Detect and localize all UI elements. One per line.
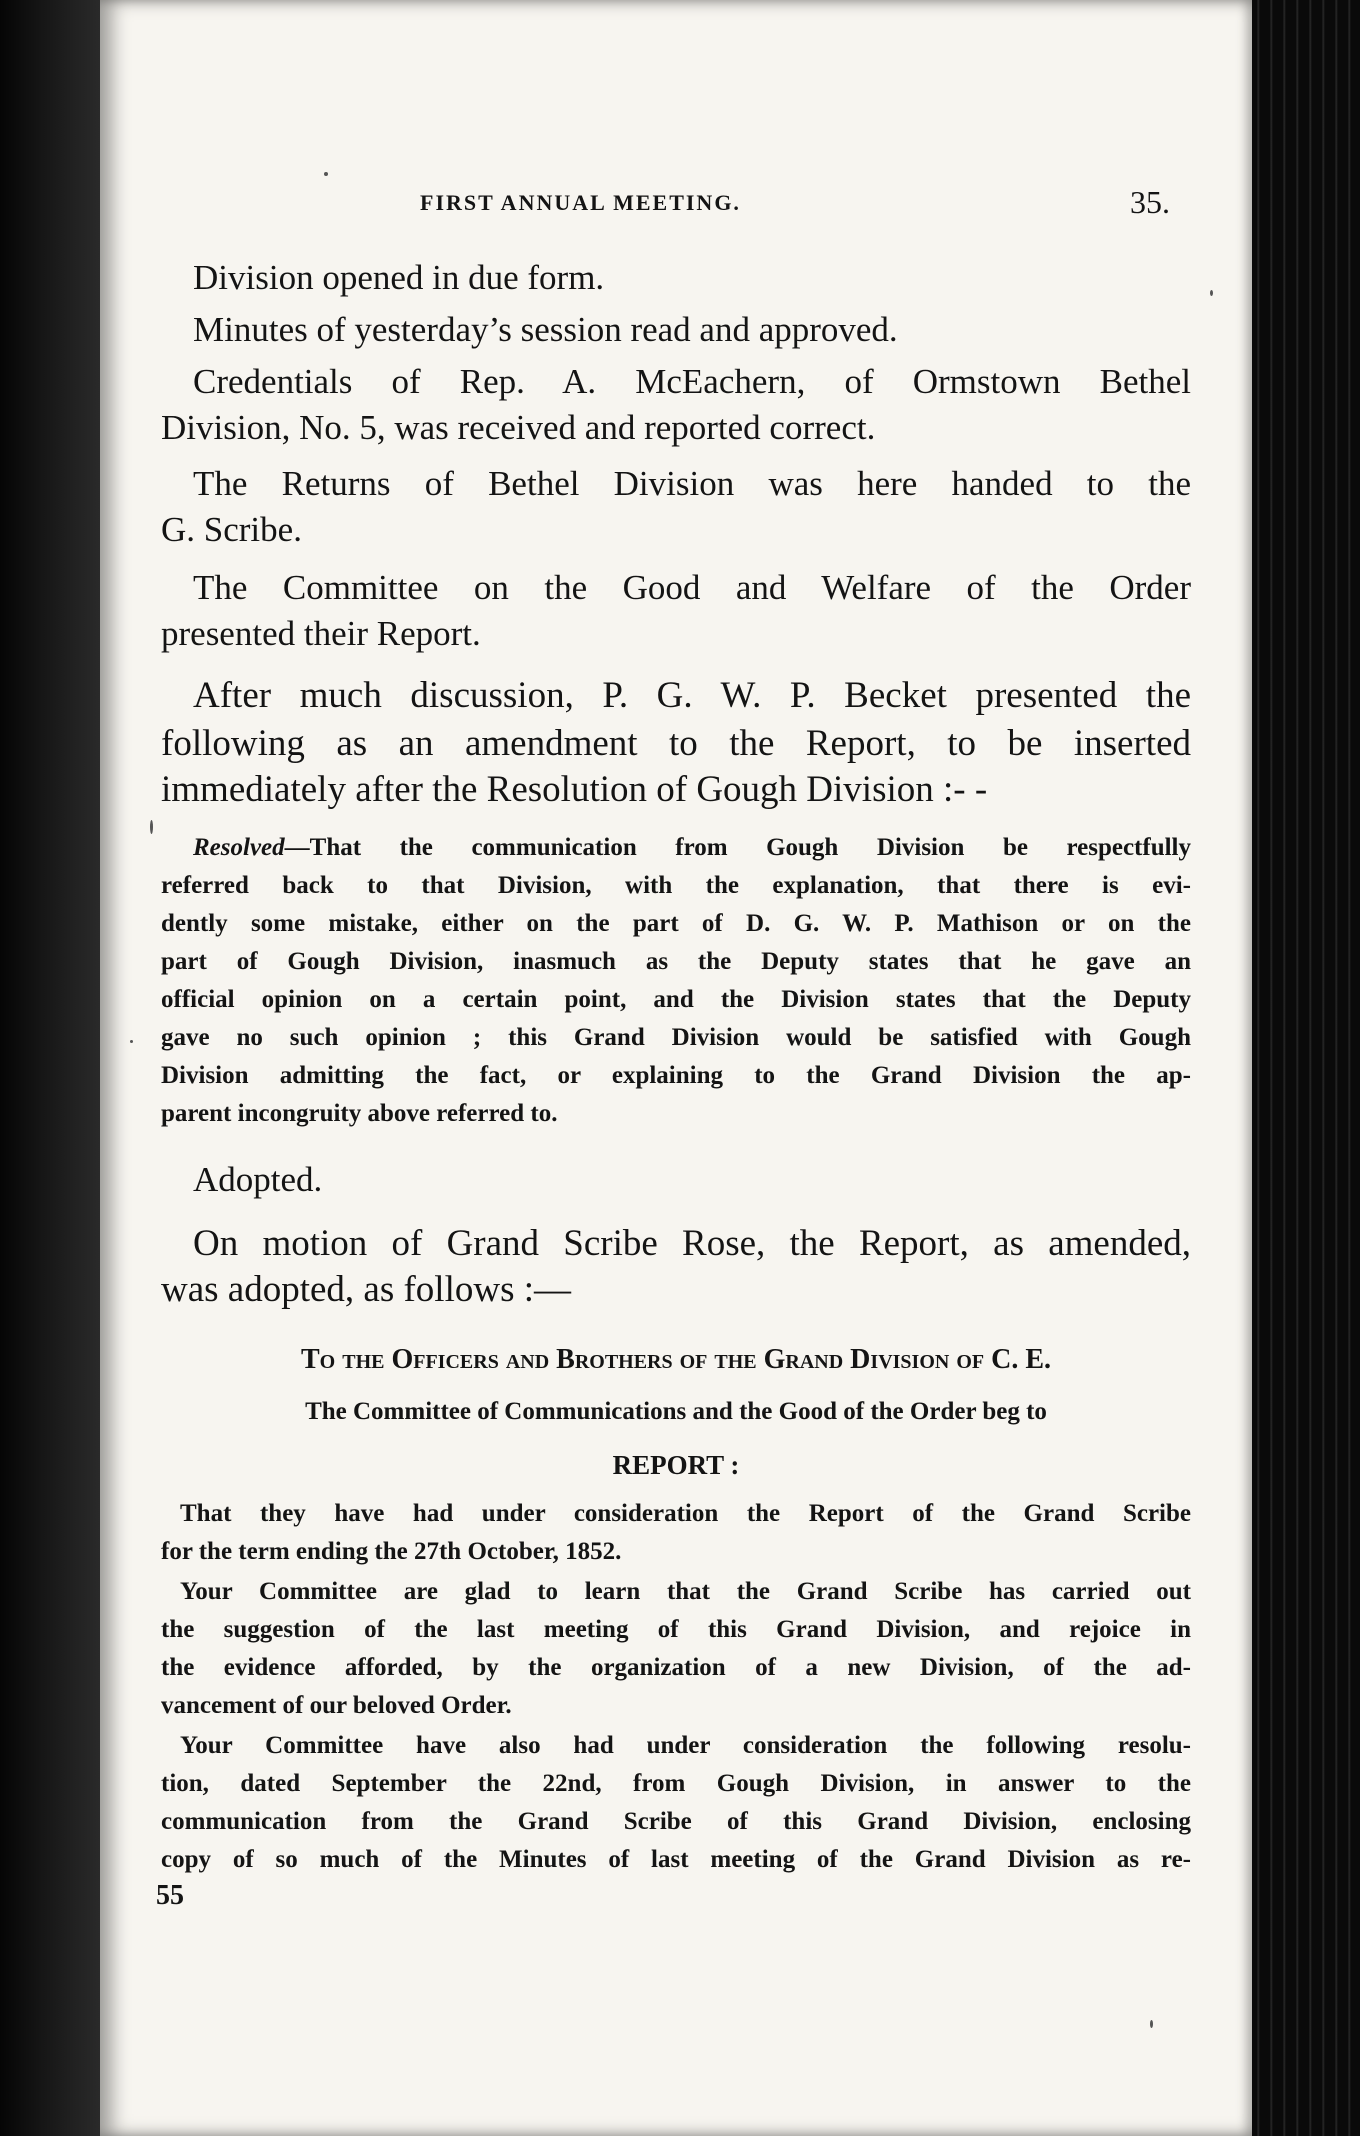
paragraph-minutes: Minutes of yesterday’s session read and approved. xyxy=(193,310,898,349)
paragraph-committee-line-2: presented their Report. xyxy=(161,614,481,653)
signature-mark: 55 xyxy=(156,1880,184,1911)
report-heading: REPORT : xyxy=(612,1450,740,1480)
scan-speck xyxy=(1150,2020,1153,2028)
resolution-line-8: parent incongruity above referred to. xyxy=(161,1100,558,1127)
report-paragraph-2-line-3: the evidence afforded, by the organization of a new Division, of the ad- xyxy=(161,1654,1191,1681)
resolution-line-7: Division admitting the fact, or explaining to the Grand Division the ap- xyxy=(161,1062,1191,1089)
paragraph-returns-line-1: The Returns of Bethel Division was here handed to the xyxy=(193,464,1191,503)
resolution-text: —That the communication from Gough Division be respectfully xyxy=(284,834,1191,861)
resolution-line-1 xyxy=(193,834,1191,862)
paragraph-motion-line-1: On motion of Grand Scribe Rose, the Report, as amended, xyxy=(193,1223,1191,1264)
report-paragraph-2-line-4: vancement of our beloved Order. xyxy=(161,1692,512,1719)
page-number: 35. xyxy=(1130,184,1170,220)
report-paragraph-3-line-3: communication from the Grand Scribe of this Grand Division, enclosing xyxy=(161,1808,1191,1835)
paragraph-discussion-line-2: following as an amendment to the Report, to be inserted xyxy=(161,723,1191,764)
resolution-line-3: dently some mistake, either on the part of D. G. W. P. Mathison or on the xyxy=(161,910,1191,937)
resolution-line-4: part of Gough Division, inasmuch as the Deputy states that he gave an xyxy=(161,948,1191,975)
paragraph-opened: Division opened in due form. xyxy=(193,258,605,297)
report-paragraph-3-line-2: tion, dated September the 22nd, from Gough Division, in answer to the xyxy=(161,1770,1191,1797)
paragraph-motion-line-2: was adopted, as follows :— xyxy=(161,1269,572,1310)
scan-speck xyxy=(1210,290,1213,296)
paragraph-credentials-line-1: Credentials of Rep. A. McEachern, of Ormstown Bethel xyxy=(193,362,1191,401)
report-paragraph-2-line-1: Your Committee are glad to learn that the Grand Scribe has carried out xyxy=(180,1578,1191,1605)
resolution-line-6: gave no such opinion ; this Grand Division would be satisfied with Gough xyxy=(161,1024,1191,1051)
report-salutation: To the Officers and Brothers of the Grand Division of C. E. xyxy=(301,1344,1051,1375)
report-paragraph-2-line-2: the suggestion of the last meeting of this Grand Division, and rejoice in xyxy=(161,1616,1191,1643)
paragraph-discussion-line-3: immediately after the Resolution of Gough Division :- - xyxy=(161,769,988,810)
report-paragraph-1-line-2: for the term ending the 27th October, 1852. xyxy=(161,1538,622,1565)
paragraph-returns-line-2: G. Scribe. xyxy=(161,510,302,549)
report-paragraph-3-line-1: Your Committee have also had under consideration the following resolu- xyxy=(180,1732,1191,1759)
report-intro: The Committee of Communications and the Good of the Order beg to xyxy=(305,1398,1047,1425)
book-spine-shadow xyxy=(0,0,100,2136)
paragraph-committee-line-1: The Committee on the Good and Welfare of the Order xyxy=(193,568,1191,607)
page-stack-edge xyxy=(1252,0,1360,2136)
resolution-line-2: referred back to that Division, with the explanation, that there is evi- xyxy=(161,872,1191,899)
scan-speck xyxy=(150,820,153,834)
scan-speck xyxy=(130,1040,133,1043)
resolution-line-5: official opinion on a certain point, and the Division states that the Deputy xyxy=(161,986,1191,1013)
report-paragraph-3-line-4: copy of so much of the Minutes of last meeting of the Grand Division as re- xyxy=(161,1846,1191,1873)
report-paragraph-1-line-1: That they have had under consideration the Report of the Grand Scribe xyxy=(180,1500,1191,1527)
book-page xyxy=(100,0,1252,2136)
paragraph-credentials-line-2: Division, No. 5, was received and reported correct. xyxy=(161,408,876,447)
resolution-label: Resolved xyxy=(193,834,285,861)
paragraph-discussion-line-1: After much discussion, P. G. W. P. Becket presented the xyxy=(193,675,1191,716)
running-head: FIRST ANNUAL MEETING. xyxy=(420,190,741,215)
scan-speck xyxy=(324,172,328,176)
paragraph-adopted: Adopted. xyxy=(193,1160,323,1199)
